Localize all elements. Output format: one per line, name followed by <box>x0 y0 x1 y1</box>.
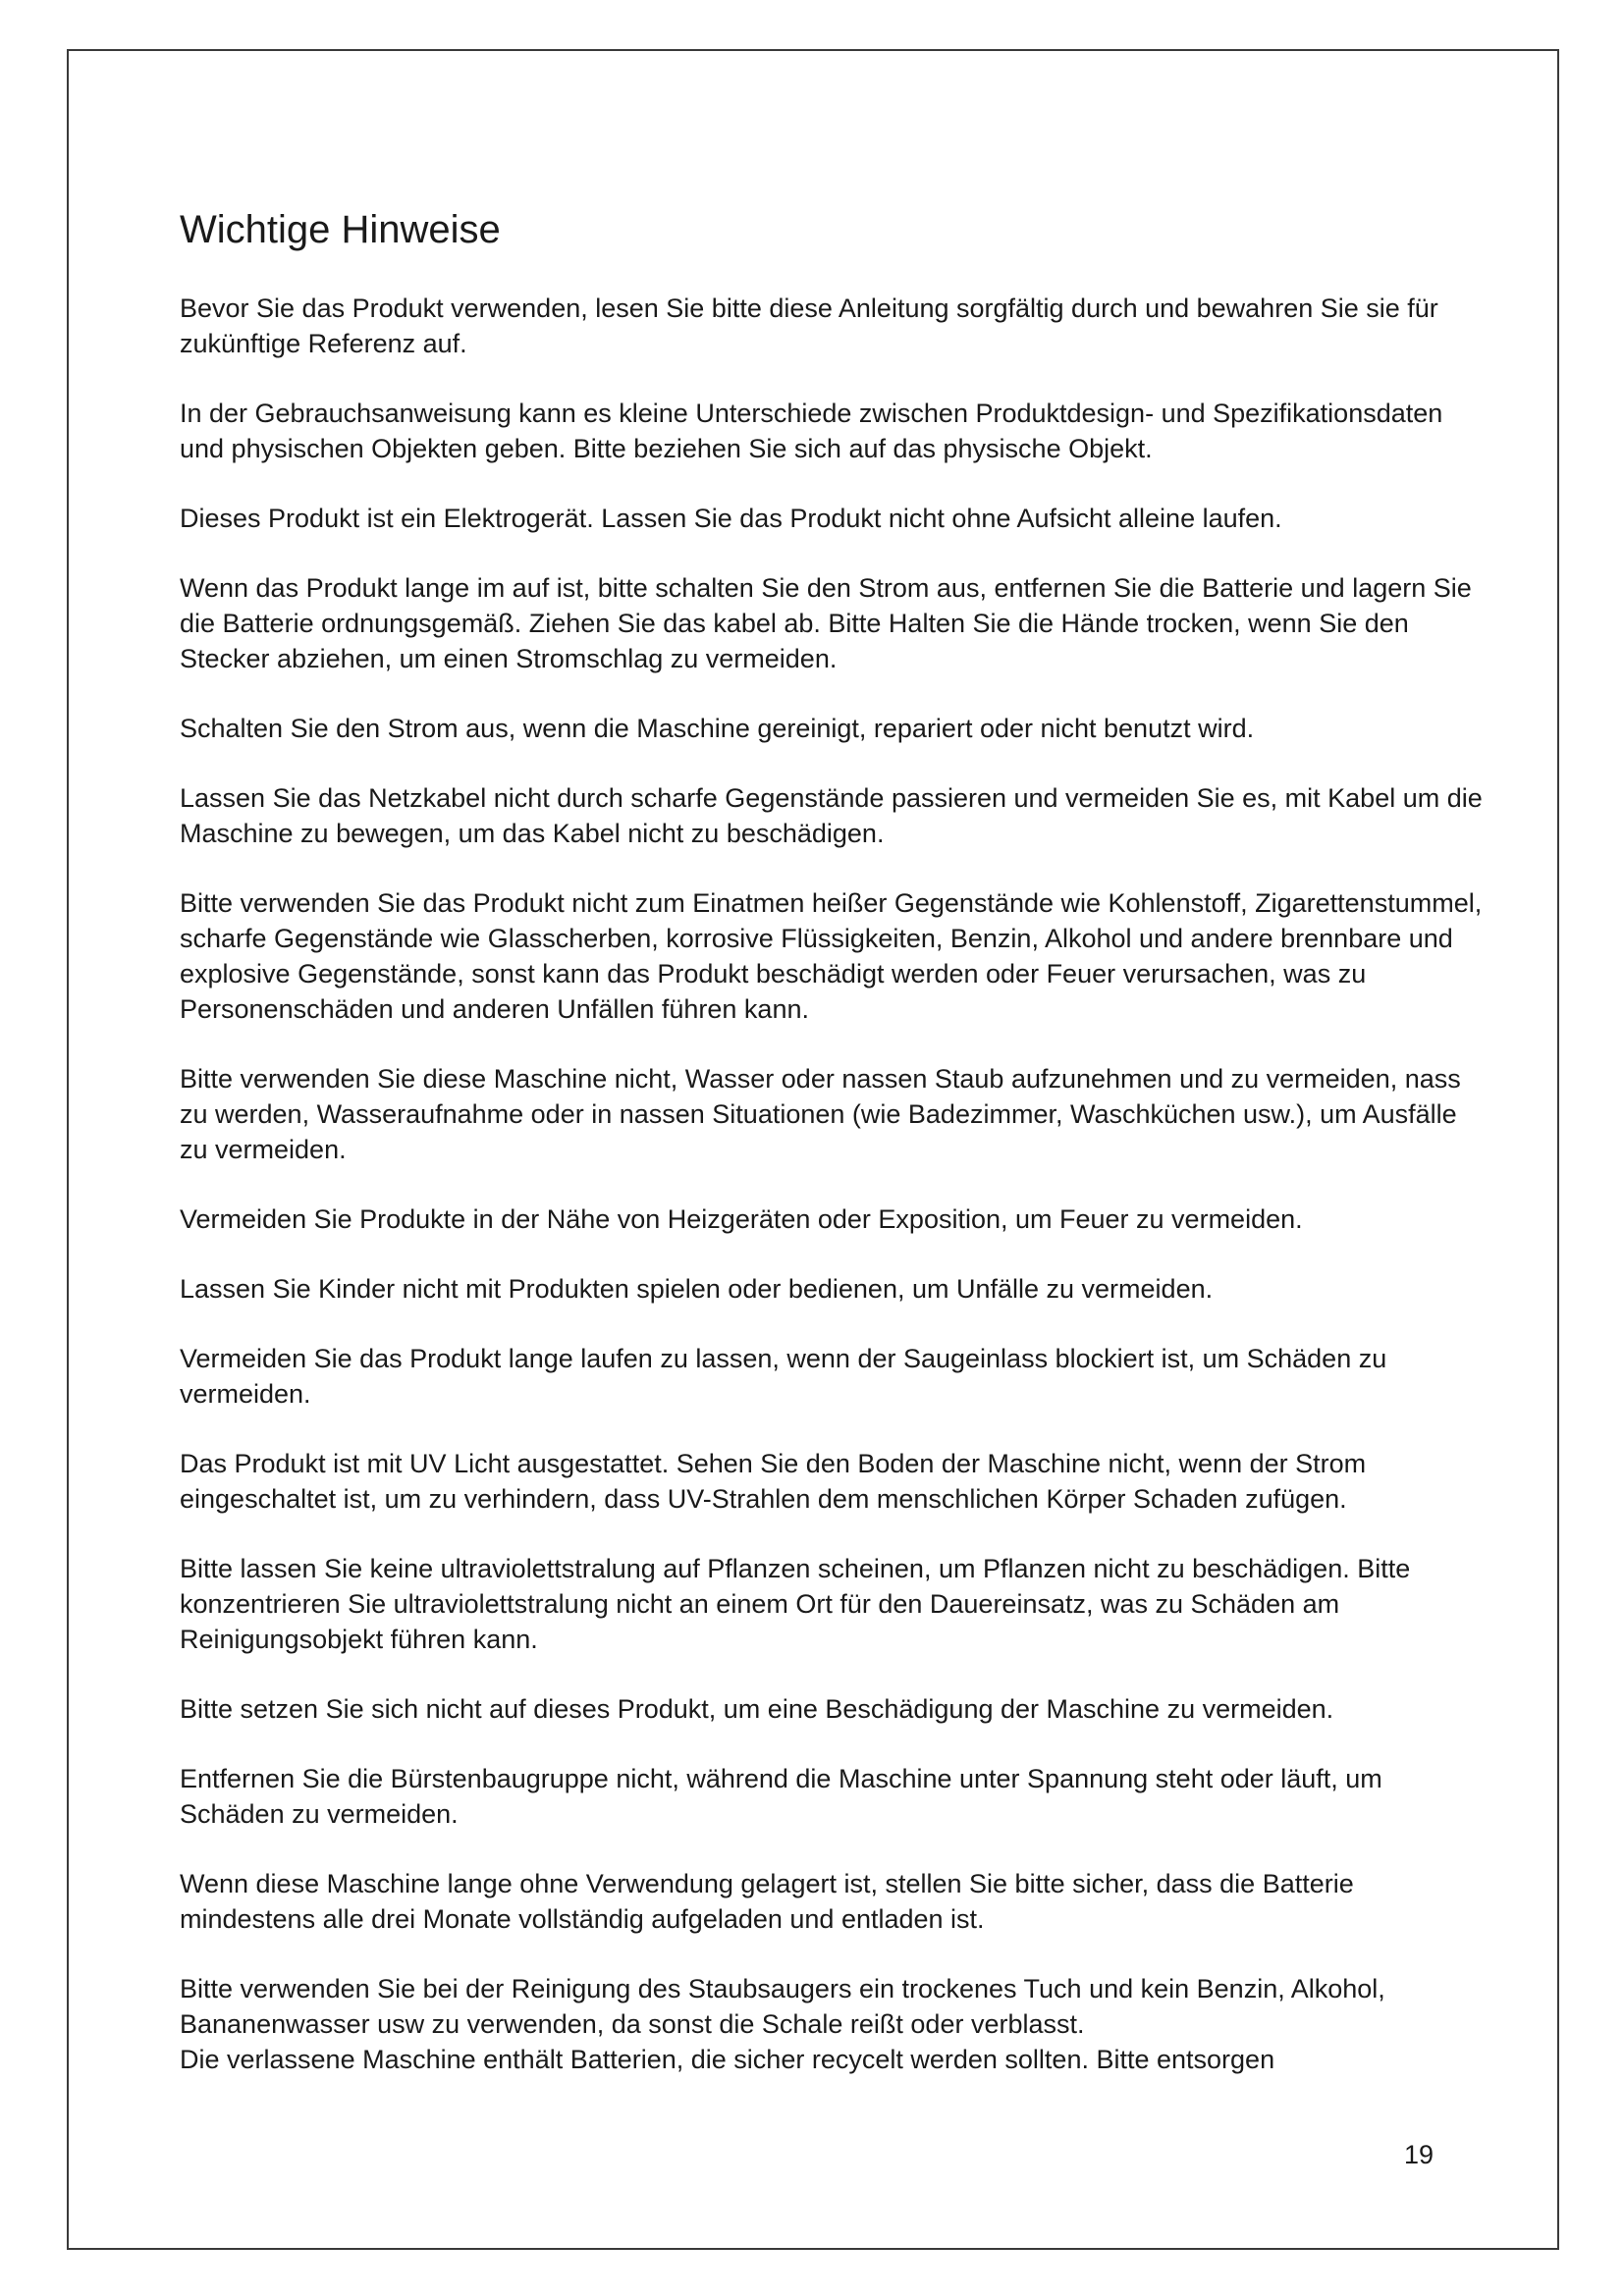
page-title: Wichtige Hinweise <box>180 208 501 251</box>
paragraph-disposal: Die verlassene Maschine enthält Batterien, die sicher recycelt werden sollten. Bitte entsorgen <box>180 2045 1275 2074</box>
paragraph-storage-battery: Wenn das Produkt lange im auf ist, bitte schalten Sie den Strom aus, entfernen Sie die Batterie und lagern Sie die Batterie ordnungsgemäß. Ziehen Sie das kabel ab. Bitte Halten Sie die Hände trocken, wenn Sie den Stecker abziehen, um einen Stromschlag zu vermeiden. <box>180 573 1472 673</box>
paragraph-heat-sources: Vermeiden Sie Produkte in der Nähe von Heizgeräten oder Exposition, um Feuer zu vermeiden. <box>180 1204 1303 1234</box>
paragraph-children: Lassen Sie Kinder nicht mit Produkten spielen oder bedienen, um Unfälle zu vermeiden. <box>180 1274 1214 1304</box>
paragraph-read-manual: Bevor Sie das Produkt verwenden, lesen Sie bitte diese Anleitung sorgfältig durch und bewahren Sie sie für zukünftige Referenz auf. <box>180 294 1438 358</box>
paragraph-water: Bitte verwenden Sie diese Maschine nicht, Wasser oder nassen Staub aufzunehmen und zu vermeiden, nass zu werden, Wasseraufnahme oder in nassen Situationen (wie Badezimmer, Waschküchen usw.), um Ausfälle zu vermeiden. <box>180 1064 1461 1164</box>
paragraph-design-differences: In der Gebrauchsanweisung kann es kleine Unterschiede zwischen Produktdesign- und Spezifikationsdaten und physischen Objekten geben. Bitte beziehen Sie sich auf das physische Objekt. <box>180 399 1443 463</box>
paragraph-do-not-sit: Bitte setzen Sie sich nicht auf dieses Produkt, um eine Beschädigung der Maschine zu vermeiden. <box>180 1694 1334 1724</box>
document-content <box>180 206 1486 2077</box>
paragraph-hazardous-objects: Bitte verwenden Sie das Produkt nicht zum Einatmen heißer Gegenstände wie Kohlenstoff, Zigarettenstummel, scharfe Gegenstände wie Glasscherben, korrosive Flüssigkeiten, Benzin, Alkohol und andere brennbare und explosive Gegenstände, sonst kann das Produkt beschädigt werden oder Feuer verursachen, was zu Personenschäden und anderen Unfällen führen kann. <box>180 888 1483 1024</box>
paragraph-power-off: Schalten Sie den Strom aus, wenn die Maschine gereinigt, repariert oder nicht benutzt wird. <box>180 714 1255 743</box>
paragraph-uv-light: Das Produkt ist mit UV Licht ausgestattet. Sehen Sie den Boden der Maschine nicht, wenn der Strom eingeschaltet ist, um zu verhindern, dass UV-Strahlen dem menschlichen Körper Schaden zufügen. <box>180 1449 1367 1514</box>
paragraph-brush-assembly: Entfernen Sie die Bürstenbaugruppe nicht, während die Maschine unter Spannung steht oder läuft, um Schäden zu vermeiden. <box>180 1764 1382 1829</box>
paragraph-long-storage: Wenn diese Maschine lange ohne Verwendung gelagert ist, stellen Sie bitte sicher, dass die Batterie mindestens alle drei Monate vollständig aufgeladen und entladen ist. <box>180 1869 1354 1934</box>
paragraph-electrical-device: Dieses Produkt ist ein Elektrogerät. Lassen Sie das Produkt nicht ohne Aufsicht alleine laufen. <box>180 504 1282 533</box>
paragraph-uv-plants: Bitte lassen Sie keine ultraviolettstralung auf Pflanzen scheinen, um Pflanzen nicht zu beschädigen. Bitte konzentrieren Sie ultraviolettstralung nicht an einem Ort für den Dauereinsatz, was zu Schäden am Reinigungsobjekt führen kann. <box>180 1554 1411 1654</box>
paragraph-blocked-inlet: Vermeiden Sie das Produkt lange laufen zu lassen, wenn der Saugeinlass blockiert ist, um Schäden zu vermeiden. <box>180 1344 1387 1409</box>
page-number: 19 <box>1404 2140 1435 2169</box>
paragraph-power-cable: Lassen Sie das Netzkabel nicht durch scharfe Gegenstände passieren und vermeiden Sie es, mit Kabel um die Maschine zu bewegen, um das Kabel nicht zu beschädigen. <box>180 783 1483 848</box>
paragraph-cleaning: Bitte verwenden Sie bei der Reinigung des Staubsaugers ein trockenes Tuch und kein Benzin, Alkohol, Bananenwasser usw zu verwenden, da sonst die Schale reißt oder verblasst. <box>180 1974 1385 2039</box>
